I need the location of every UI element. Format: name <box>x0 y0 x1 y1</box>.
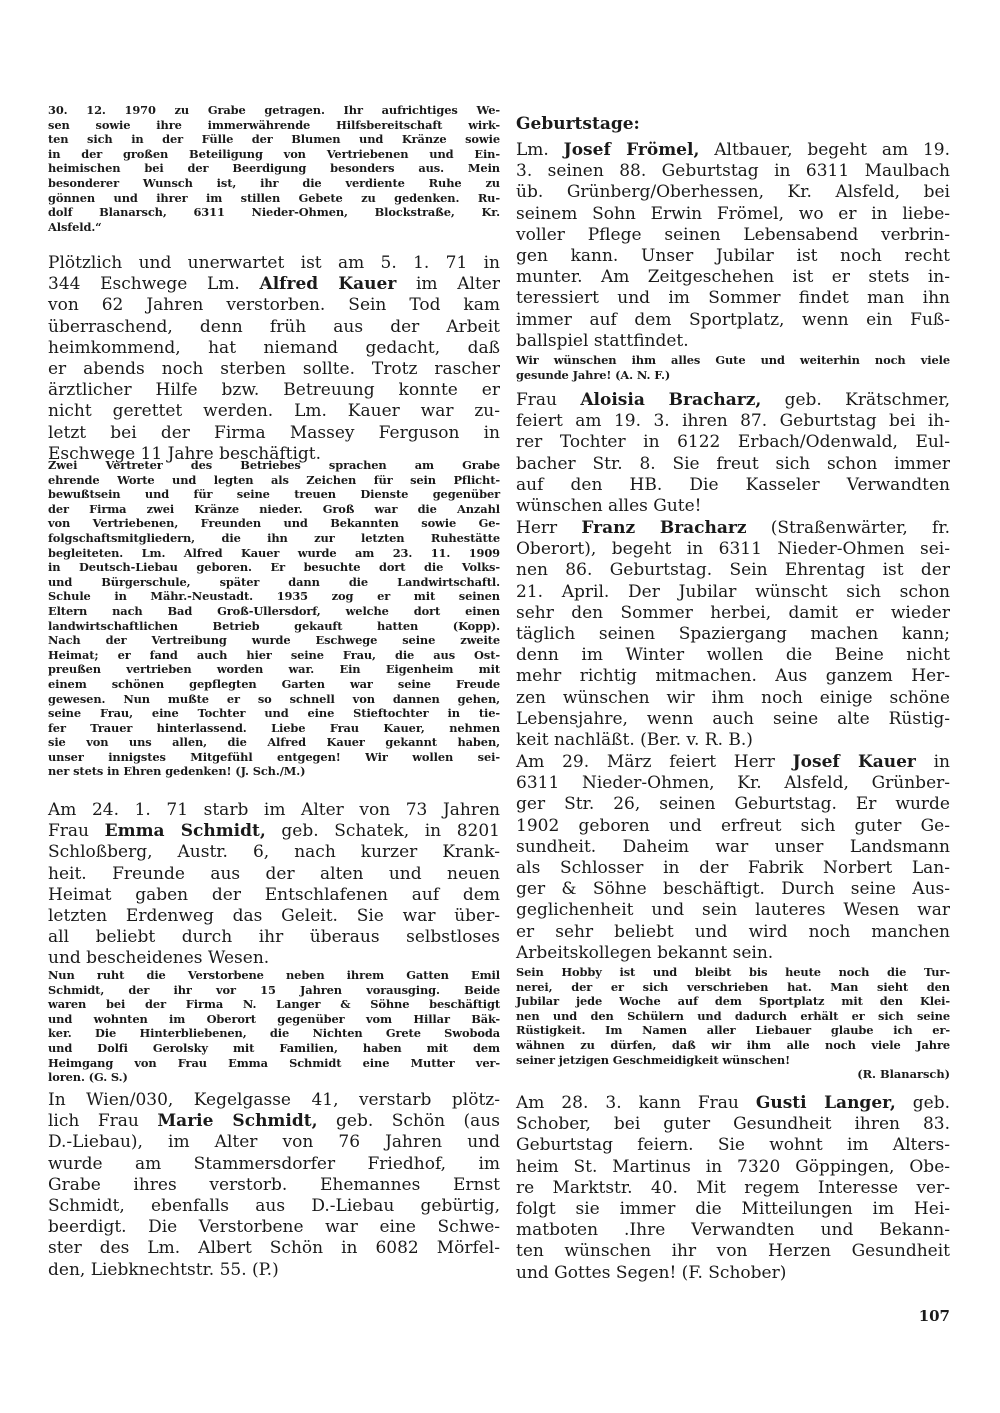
page-number: 107 <box>918 1307 950 1325</box>
text-line: Grabe ihres verstorb. Ehemannes Ernst <box>48 1174 500 1195</box>
obituary-kauer-details <box>48 458 500 779</box>
text-line: Heimgang von Frau Emma Schmidt eine Mutter ver- <box>48 1055 500 1070</box>
text-line: und Bürgerschule, später dann die Landwirtschaftl. <box>48 574 500 589</box>
text-line: ten wünschen ihr von Herzen Gesundheit <box>516 1241 950 1262</box>
text-line: letzt bei der Firma Massey Ferguson in <box>48 422 500 443</box>
text-line: üb. Grünberg/Oberhessen, Kr. Alsfeld, bei <box>516 182 950 203</box>
text-line: bacher Str. 8. Sie freut sich schon immer <box>516 453 950 474</box>
birthday-josef-kauer <box>516 752 950 964</box>
person-name: Gusti Langer, <box>755 1093 896 1113</box>
text-line: auf den HB. Die Kasseler Verwandten <box>516 474 950 495</box>
text-line: re Marktstr. 40. Mit regem Interesse ver- <box>516 1177 950 1198</box>
text-line: beerdigt. Die Verstorbene war eine Schwe- <box>48 1217 500 1238</box>
text-line: und Gottes Segen! (F. Schober) <box>516 1262 787 1283</box>
text-line: nerei, der er sich verschrieben hat. Man sieht den <box>516 979 950 994</box>
text-line: Lebensjahre, wenn auch seine alte Rüstig- <box>516 708 950 729</box>
text-line: preußen vertrieben worden war. Ein Eigenheim mit <box>48 662 500 677</box>
text-line: loren. (G. S.) <box>48 1070 128 1085</box>
text-line: voller Pflege seinen Lebensabend verbrin- <box>516 224 950 245</box>
text-line: begleiteten. Lm. Alfred Kauer wurde am 23. 11. 1909 <box>48 545 500 560</box>
text-line: gönnen und ihrer im stillen Gebete zu gedenken. Ru- <box>48 190 500 205</box>
text-line: mehr richtig mitmachen. Aus ganzem Her- <box>516 666 950 687</box>
text-line: 3. seinen 88. Geburtstag in 6311 Maulbach <box>516 161 950 182</box>
text-line: heimischen bei der Beerdigung besonders aus. Mein <box>48 161 500 176</box>
text-line: heit. Freunde aus der alten und neuen <box>48 863 500 884</box>
text-line: In Wien/030, Kegelgasse 41, verstarb plötz- <box>48 1090 500 1110</box>
birthday-franz-bracharz <box>516 518 950 751</box>
text-line: ballspiel stattfindet. <box>516 330 689 351</box>
obituary-alfred-kauer <box>48 253 500 465</box>
text-line: der Firma zwei Kränze nieder. Groß war die Anzahl <box>48 501 500 516</box>
text-line: nen 86. Geburtstag. Sein Ehrentag ist der <box>516 560 950 581</box>
text-line: Frau Emma Schmidt, geb. Schatek, in 8201 <box>48 821 500 842</box>
text-line: Schober, bei guter Gesundheit ihren 83. <box>516 1114 950 1135</box>
text-line: waren bei der Firma N. Langer & Söhne beschäftigt <box>48 997 500 1012</box>
birthday-josef-froemel <box>516 140 950 352</box>
text-line: in der großen Beteiligung von Vertriebenen und Ein- <box>48 146 500 161</box>
text-line: Eschwege 11 Jahre beschäftigt. <box>48 443 322 464</box>
text-line: folgschaftsmitgliedern, die ihn zur letzten Ruhestätte <box>48 530 500 545</box>
text-line: wurde am Stammersdorfer Friedhof, im <box>48 1153 500 1174</box>
text-line: munter. Am Zeitgeschehen ist er stets in- <box>516 267 950 288</box>
text-line: wähnen zu dürfen, daß wir ihm alle noch viele Jahre <box>516 1037 950 1052</box>
text-line: feiert am 19. 3. ihren 87. Geburtstag bei ih- <box>516 411 950 432</box>
text-line: teressiert und im Sommer findet man ihn <box>516 288 950 309</box>
birthday-aloisia-bracharz <box>516 390 950 517</box>
person-name: Aloisia Bracharz, <box>580 390 762 410</box>
text-line: denn im Winter wollen die Beine nicht <box>516 645 950 666</box>
text-line: Am 28. 3. kann Frau Gusti Langer, geb. <box>516 1093 950 1113</box>
text-line: und bescheidenes Wesen. <box>48 948 270 969</box>
birthday-kauer-hobby-note <box>516 965 950 1067</box>
text-line: täglich seinen Spaziergang machen kann; <box>516 624 950 645</box>
text-line: als Schlosser in der Fabrik Norbert Lan- <box>516 858 950 879</box>
text-line: sen sowie ihre immerwährende Hilfsbereitschaft wirk- <box>48 117 500 132</box>
text-line: rer Tochter in 6122 Erbach/Odenwald, Eul- <box>516 432 950 453</box>
text-line: all beliebt durch ihr überaus selbstloses <box>48 927 500 948</box>
text-line: 6311 Nieder-Ohmen, Kr. Alsfeld, Grünber- <box>516 773 950 794</box>
person-name: Josef Frömel, <box>563 140 700 160</box>
text-line: Schmidt, ebenfalls aus D.-Liebau gebürtig, <box>48 1196 500 1217</box>
text-line: er abends noch sterben sollte. Trotz rascher <box>48 359 500 380</box>
text-line: Schmidt, der ihr vor 15 Jahren vorausging. Beide <box>48 982 500 997</box>
text-line: von 62 Jahren verstorben. Sein Tod kam <box>48 295 500 316</box>
text-line: sehr den Sommer herbei, damit er wieder <box>516 602 950 623</box>
text-line: Herr Franz Bracharz (Straßenwärter, fr. <box>516 518 950 538</box>
text-line: 21. April. Der Jubilar wünscht sich schon <box>516 581 950 602</box>
text-line: immer auf dem Sportplatz, wenn ein Fuß- <box>516 309 950 330</box>
text-line: Eltern nach Bad Groß-Ullersdorf, welche dort einen <box>48 603 500 618</box>
text-line: Heimat; er fand auch hier seine Frau, die aus Ost- <box>48 647 500 662</box>
text-line: Sein Hobby ist und bleibt bis heute noch die Tur- <box>516 965 950 979</box>
person-name: Franz Bracharz <box>581 518 747 538</box>
text-line: heimkommend, hat niemand gedacht, daß <box>48 337 500 358</box>
text-line: gesunde Jahre! (A. N. F.) <box>516 367 671 382</box>
text-line: ker. Die Hinterbliebenen, die Nichten Grete Swoboda <box>48 1026 500 1041</box>
text-line: ner stets in Ehren gedenken! (J. Sch./M.) <box>48 764 306 779</box>
section-heading-birthdays: Geburtstage: <box>516 114 640 134</box>
text-line: seine Frau, eine Tochter und eine Stieftochter in tie- <box>48 706 500 721</box>
text-line: ster des Lm. Albert Schön in 6082 Mörfel- <box>48 1238 500 1259</box>
text-line: Lm. Josef Frömel, Altbauer, begeht am 19. <box>516 140 950 160</box>
text-line: Oberort), begeht in 6311 Nieder-Ohmen sei- <box>516 539 950 560</box>
text-line: Arbeitskollegen bekannt sein. <box>516 942 774 963</box>
text-line: Heimat gaben der Entschlafenen auf dem <box>48 884 500 905</box>
text-line: bewußtsein und für seine treuen Dienste gegenüber <box>48 487 500 502</box>
obituary-note-blanarsch <box>48 103 500 234</box>
text-line: Jubilar jede Woche auf dem Sportplatz mit den Klei- <box>516 994 950 1009</box>
text-line: unser innigstes Mitgefühl entgegen! Wir wollen sei- <box>48 749 500 764</box>
text-line: Nach der Vertreibung wurde Eschwege seine zweite <box>48 633 500 648</box>
text-line: gewesen. Nun mußte er so schnell von dannen gehen, <box>48 691 500 706</box>
obituary-emma-schmidt <box>48 800 500 970</box>
text-line: besonderer Wunsch ist, ihr die verdiente Ruhe zu <box>48 175 500 190</box>
text-line: einem schönen gepflegten Garten war seine Freude <box>48 676 500 691</box>
text-line: matboten .Ihre Verwandten und Bekann- <box>516 1220 950 1241</box>
text-line: Geburtstag feiern. Sie wohnt im Alters- <box>516 1135 950 1156</box>
text-line: ärztlicher Hilfe bzw. Betreuung konnte er <box>48 380 500 401</box>
text-line: Wir wünschen ihm alles Gute und weiterhin noch viele <box>516 353 950 367</box>
text-line: Schloßberg, Austr. 6, nach kurzer Krank- <box>48 842 500 863</box>
text-line: ger & Söhne beschäftigt. Durch seine Aus- <box>516 879 950 900</box>
text-line: lich Frau Marie Schmidt, geb. Schön (aus <box>48 1111 500 1132</box>
text-line: Am 29. März feiert Herr Josef Kauer in <box>516 752 950 772</box>
text-line: und Dolfi Gerolsky mit Familien, haben mit dem <box>48 1040 500 1055</box>
obituary-emma-schmidt-details <box>48 968 500 1085</box>
person-name: Josef Kauer <box>792 752 916 772</box>
text-line: wünschen alles Gute! <box>516 496 702 517</box>
text-line: letzten Erdenweg das Geleit. Sie war über- <box>48 906 500 927</box>
person-name: Alfred Kauer <box>259 274 397 295</box>
text-line: Rüstigkeit. Im Namen aller Liebauer glaube ich er- <box>516 1023 950 1038</box>
person-name: Marie Schmidt, <box>157 1111 318 1132</box>
text-line: seinem Sohn Erwin Frömel, wo er in liebe- <box>516 203 950 224</box>
text-line: überraschend, denn früh aus der Arbeit <box>48 316 500 337</box>
text-line: ten sich in der Fülle der Blumen und Kränze sowie <box>48 132 500 147</box>
text-line: 1902 geboren und erfreut sich guter Ge- <box>516 815 950 836</box>
text-line: Frau Aloisia Bracharz, geb. Krätschmer, <box>516 390 950 410</box>
text-line: Zwei Vertreter des Betriebes sprachen am Grabe <box>48 458 500 472</box>
text-line: heim St. Martinus in 7320 Göppingen, Obe- <box>516 1156 950 1177</box>
birthday-wishes-note <box>516 353 950 382</box>
person-name: Emma Schmidt, <box>104 821 266 842</box>
text-line: folgt sie immer die Mitteilungen im Hei- <box>516 1199 950 1220</box>
text-line: 30. 12. 1970 zu Grabe getragen. Ihr aufrichtiges We- <box>48 103 500 117</box>
text-line: 344 Eschwege Lm. Alfred Kauer im Alter <box>48 274 500 295</box>
text-line: ehrende Worte und legten als Zeichen für sein Pflicht- <box>48 472 500 487</box>
text-line: Am 24. 1. 71 starb im Alter von 73 Jahren <box>48 800 500 820</box>
text-line: von Vertriebenen, Freunden und Bekannten sowie Ge- <box>48 516 500 531</box>
text-line: Alsfeld.“ <box>48 219 102 234</box>
text-line: fer Trauer hinterlassend. Liebe Frau Kauer, nehmen <box>48 720 500 735</box>
text-line: sundheit. Daheim war unser Landsmann <box>516 836 950 857</box>
text-line: nen und den Schülern und dadurch erhält er sich seine <box>516 1008 950 1023</box>
text-line: Nun ruht die Verstorbene neben ihrem Gatten Emil <box>48 968 500 982</box>
text-line: keit nachläßt. (Ber. v. R. B.) <box>516 730 753 751</box>
text-line: landwirtschaftlichen Betrieb gekauft hatten (Kopp). <box>48 618 500 633</box>
text-line: ger Str. 26, seinen Geburtstag. Er wurde <box>516 794 950 815</box>
text-line: in Deutsch-Liebau geboren. Er besuchte dort die Volks- <box>48 560 500 575</box>
text-line: Plötzlich und unerwartet ist am 5. 1. 71 in <box>48 253 500 273</box>
text-line: dolf Blanarsch, 6311 Nieder-Ohmen, Blockstraße, Kr. <box>48 205 500 220</box>
signature: (R. Blanarsch) <box>857 1067 950 1081</box>
text-line: gen kann. Unser Jubilar ist noch recht <box>516 246 950 267</box>
obituary-marie-schmidt <box>48 1090 500 1281</box>
text-line: und wohnten im Oberort gegenüber vom Hillar Bäk- <box>48 1011 500 1026</box>
text-line: zen wünschen wir ihm noch einige schöne <box>516 687 950 708</box>
text-line: geglichenheit und sein lauteres Wesen war <box>516 900 950 921</box>
text-line: seiner jetzigen Geschmeidigkeit wünschen! <box>516 1052 790 1067</box>
text-line: nicht gerettet werden. Lm. Kauer war zu- <box>48 401 500 422</box>
text-line: den, Liebknechtstr. 55. (P.) <box>48 1259 279 1280</box>
text-line: sie von uns allen, die Alfred Kauer gekannt haben, <box>48 735 500 750</box>
text-line: er sehr beliebt und wird noch manchen <box>516 921 950 942</box>
birthday-gusti-langer <box>516 1093 950 1284</box>
text-line: Schule in Mähr.-Neustadt. 1935 zog er mit seinen <box>48 589 500 604</box>
text-line: D.-Liebau), im Alter von 76 Jahren und <box>48 1132 500 1153</box>
